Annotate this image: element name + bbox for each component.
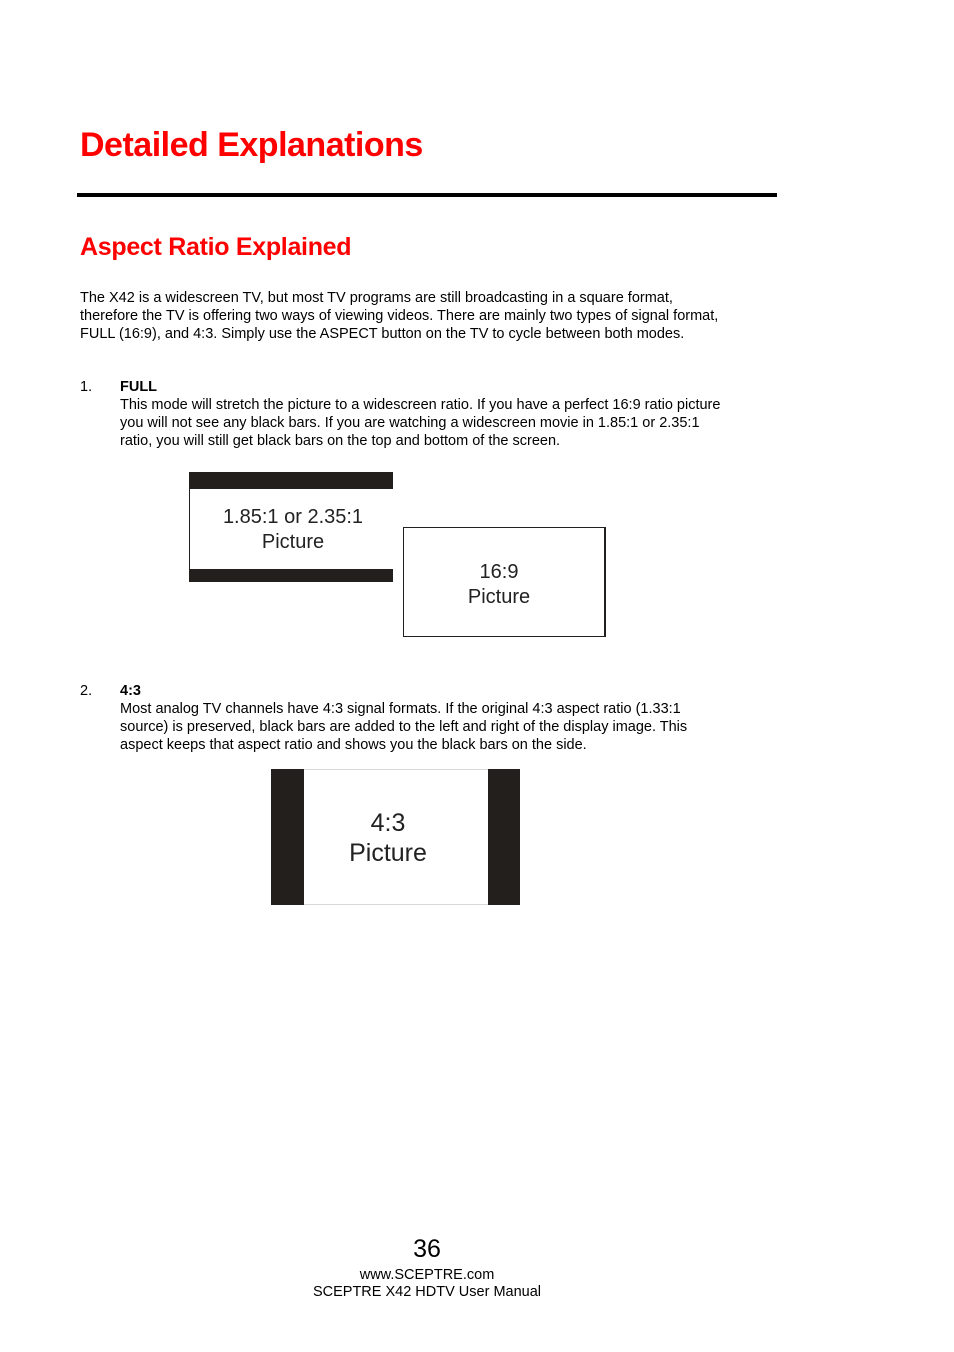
description-line: ratio, you will still get black bars on the top and bottom of the screen. (120, 433, 561, 449)
title-divider (77, 193, 777, 197)
section-title: Aspect Ratio Explained (80, 233, 352, 261)
intro-line: therefore the TV is offering two ways of viewing videos. There are mainly two types of signal format, (80, 308, 719, 324)
footer-manual-title: SCEPTRE X42 HDTV User Manual (312, 1284, 542, 1300)
description-line: This mode will stretch the picture to a widescreen ratio. If you have a perfect 16:9 ratio picture (120, 397, 721, 413)
list-heading-full: FULL (120, 379, 158, 395)
full-169-picture-label (403, 560, 595, 610)
description-line: source) is preserved, black bars are added to the left and right of the display image. This (120, 719, 688, 735)
page-number: 36 (413, 1235, 441, 1263)
list-heading-43: 4:3 (120, 683, 141, 699)
pillarbox-bar-left (271, 769, 304, 905)
description-line: Most analog TV channels have 4:3 signal formats. If the original 4:3 aspect ratio (1.33:1 (120, 701, 681, 717)
diagram-label-line: Picture (261, 531, 325, 553)
diagram-label-line: Picture (467, 586, 531, 608)
description-line: aspect keeps that aspect ratio and shows you the black bars on the side. (120, 737, 587, 753)
page-title: Detailed Explanations (80, 126, 423, 164)
diagram-label-line: Picture (349, 839, 427, 867)
list-description-full (120, 396, 780, 450)
intro-line: FULL (16:9), and 4:3. Simply use the ASPECT button on the TV to cycle between both modes. (80, 326, 685, 342)
list-number-full: 1. (80, 379, 93, 395)
diagram-label-line: 16:9 (479, 561, 519, 583)
list-description-43 (120, 700, 780, 754)
list-number-43: 2. (80, 683, 93, 699)
diagram-label-line: 4:3 (370, 809, 406, 837)
standard-43-picture-label (304, 808, 472, 868)
intro-paragraph (80, 289, 780, 343)
intro-line: The X42 is a widescreen TV, but most TV programs are still broadcasting in a square format, (80, 290, 673, 306)
widescreen-picture-label (189, 505, 397, 555)
description-line: you will not see any black bars. If you are watching a widescreen movie in 1.85:1 or 2.35:1 (120, 415, 700, 431)
footer-website: www.SCEPTRE.com (359, 1267, 495, 1283)
diagram-label-line: 1.85:1 or 2.35:1 (222, 506, 364, 528)
pillarbox-bar-right (488, 769, 520, 905)
letterbox-bar-top (189, 472, 393, 489)
letterbox-bar-bottom (189, 569, 393, 582)
